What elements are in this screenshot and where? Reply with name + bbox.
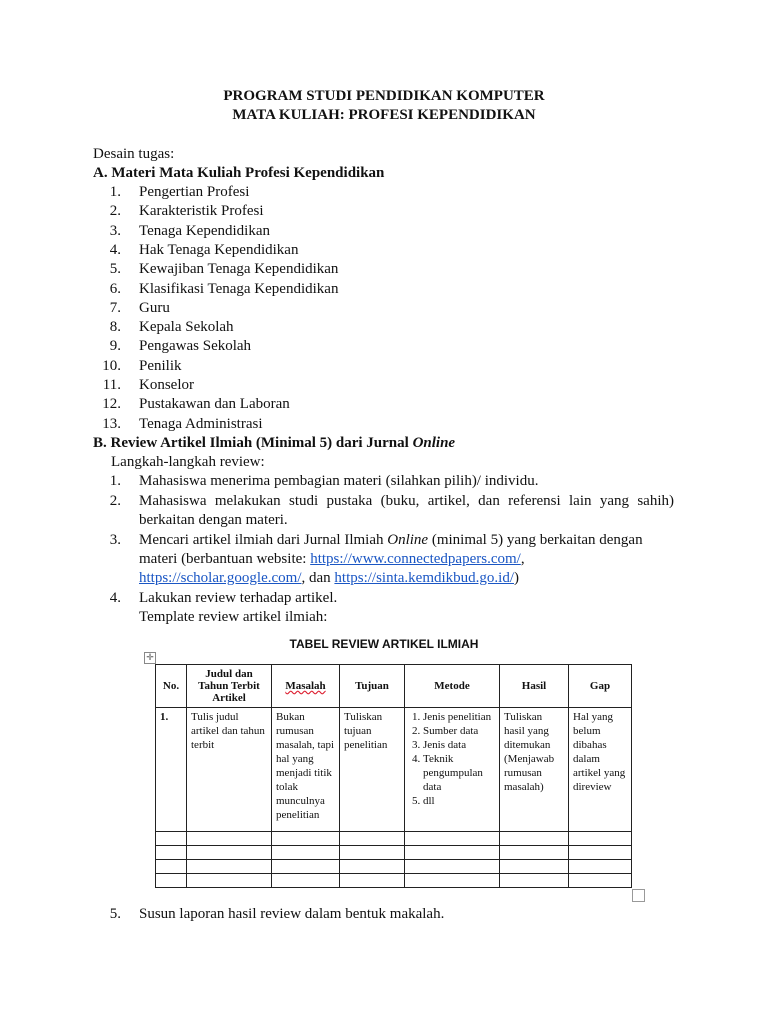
table-resize-handle[interactable] [632, 889, 645, 902]
empty-cell[interactable] [569, 846, 632, 860]
empty-cell[interactable] [405, 874, 500, 888]
list-item: Konselor [139, 377, 194, 393]
list-item: Karakteristik Profesi [139, 203, 264, 220]
list-item: Tenaga Kependidikan [139, 222, 270, 239]
cell-tujuan[interactable]: Tuliskan tujuan penelitian [340, 708, 405, 832]
header-metode: Metode [405, 665, 500, 708]
section-b-subheading: Langkah-langkah review: [111, 454, 265, 470]
empty-cell[interactable] [500, 874, 569, 888]
list-item-number: 10. [102, 357, 121, 374]
step-text: Susun laporan hasil review dalam bentuk makalah. [139, 906, 445, 922]
metode-item: 1. Jenis penelitian [423, 710, 495, 724]
cell-judul[interactable]: Tulis judul artikel dan tahun terbit [187, 708, 272, 832]
empty-cell[interactable] [272, 860, 340, 874]
list-item: Kepala Sekolah [139, 319, 234, 336]
table-row [156, 874, 632, 888]
cell-no[interactable]: 1. [156, 708, 187, 832]
empty-cell[interactable] [187, 832, 272, 846]
empty-cell[interactable] [187, 874, 272, 888]
empty-cell[interactable] [500, 832, 569, 846]
empty-cell[interactable] [272, 846, 340, 860]
list-item-number: 3. [109, 222, 121, 239]
step-number: 5. [109, 906, 121, 922]
cell-masalah[interactable]: Bukan rumusan masalah, tapi hal yang menjadi titik tolak munculnya penelitian [272, 708, 340, 832]
empty-cell[interactable] [340, 846, 405, 860]
table-row [156, 860, 632, 874]
table-row [156, 708, 632, 832]
step-text: Mahasiswa menerima pembagian materi (silahkan pilih)/ individu. [139, 473, 539, 489]
connectedpapers-link[interactable]: https://www.connectedpapers.com/ [310, 551, 521, 567]
empty-cell[interactable] [405, 846, 500, 860]
step-text: Template review artikel ilmiah: [139, 609, 328, 625]
step-text: berkaitan dengan materi. [139, 512, 288, 528]
metode-item: 3. Jenis data [423, 738, 495, 752]
list-item-number: 1. [109, 184, 121, 200]
empty-cell[interactable] [569, 832, 632, 846]
list-item: Pengawas Sekolah [139, 338, 252, 355]
section-b-heading: B. Review Artikel Ilmiah (Minimal 5) dari Jurnal Online [93, 435, 456, 451]
empty-cell[interactable] [405, 832, 500, 846]
empty-cell[interactable] [156, 874, 187, 888]
empty-cell[interactable] [405, 860, 500, 874]
header-tujuan: Tujuan [340, 665, 405, 708]
header-judul: Judul dan Tahun Terbit Artikel [187, 665, 272, 708]
empty-cell[interactable] [156, 846, 187, 860]
list-item-number: 13. [102, 415, 121, 432]
empty-cell[interactable] [156, 860, 187, 874]
metode-item: 5. dll [423, 794, 495, 808]
cell-gap[interactable]: Hal yang belum dibahas dalam artikel yang direview [569, 708, 632, 832]
step-text: Mencari artikel ilmiah dari Jurnal Ilmiah Online (minimal 5) yang berkaitan dengan [139, 532, 643, 548]
empty-cell[interactable] [272, 874, 340, 888]
list-item: Pustakawan dan Laboran [139, 396, 290, 413]
table-header-row [156, 665, 632, 708]
list-item-number: 6. [109, 280, 121, 297]
step-number: 2. [109, 493, 121, 509]
cell-hasil[interactable]: Tuliskan hasil yang ditemukan (Menjawab rumusan masalah) [500, 708, 569, 832]
list-item-number: 4. [109, 241, 121, 258]
empty-cell[interactable] [500, 846, 569, 860]
scholar-link[interactable]: https://scholar.google.com/ [139, 570, 302, 586]
metode-item: 2. Sumber data [423, 724, 495, 738]
section-a-heading: A. Materi Mata Kuliah Profesi Kependidikan [93, 165, 385, 181]
table-title: TABEL REVIEW ARTIKEL ILMIAH [289, 637, 479, 651]
step-text: Mahasiswa melakukan studi pustaka (buku, artikel, dan referensi lain yang sahih) [139, 493, 674, 509]
list-item-number: 7. [109, 299, 121, 316]
table-row [156, 832, 632, 846]
list-item: Guru [139, 299, 170, 316]
list-item-number: 2. [109, 203, 121, 220]
empty-cell[interactable] [187, 846, 272, 860]
list-item-number: 9. [109, 338, 121, 355]
metode-item: 4. Teknik pengumpulan data [423, 752, 495, 794]
sinta-link[interactable]: https://sinta.kemdikbud.go.id/ [334, 570, 514, 586]
step-text: https://scholar.google.com/, dan https://sinta.kemdikbud.go.id/) [139, 570, 519, 586]
list-item-number: 8. [109, 319, 121, 336]
cell-metode[interactable] [405, 708, 500, 832]
list-item: Tenaga Administrasi [139, 415, 263, 432]
empty-cell[interactable] [569, 860, 632, 874]
list-item-number: 11. [102, 377, 121, 393]
list-item-number: 5. [109, 261, 121, 278]
move-table-icon[interactable]: ✛ [144, 652, 156, 664]
empty-cell[interactable] [156, 832, 187, 846]
header-hasil: Hasil [500, 665, 569, 708]
empty-cell[interactable] [340, 874, 405, 888]
header-gap: Gap [569, 665, 632, 708]
table-row [156, 846, 632, 860]
empty-cell[interactable] [569, 874, 632, 888]
empty-cell[interactable] [340, 832, 405, 846]
list-item-number: 12. [102, 396, 121, 413]
review-table [155, 664, 632, 888]
list-item: Penilik [139, 357, 182, 374]
intro-text: Desain tugas: [93, 146, 175, 162]
list-item: Pengertian Profesi [139, 184, 250, 200]
step-number: 4. [109, 590, 121, 606]
metode-list [409, 710, 495, 808]
empty-rows [156, 832, 632, 888]
list-item: Hak Tenaga Kependidikan [139, 241, 299, 258]
step-number: 1. [109, 473, 121, 489]
empty-cell[interactable] [500, 860, 569, 874]
step-text: Lakukan review terhadap artikel. [139, 590, 338, 606]
header-course: MATA KULIAH: PROFESI KEPENDIDIKAN [232, 107, 536, 123]
step-number: 3. [109, 532, 121, 548]
header-no: No. [156, 665, 187, 708]
empty-cell[interactable] [340, 860, 405, 874]
list-item: Klasifikasi Tenaga Kependidikan [139, 280, 339, 297]
empty-cell[interactable] [272, 832, 340, 846]
header-program: PROGRAM STUDI PENDIDIKAN KOMPUTER [223, 88, 545, 104]
empty-cell[interactable] [187, 860, 272, 874]
header-masalah: Masalah [272, 665, 340, 708]
list-item: Kewajiban Tenaga Kependidikan [139, 261, 339, 278]
step-text: materi (berbantuan website: https://www.connectedpapers.com/, [139, 551, 525, 567]
